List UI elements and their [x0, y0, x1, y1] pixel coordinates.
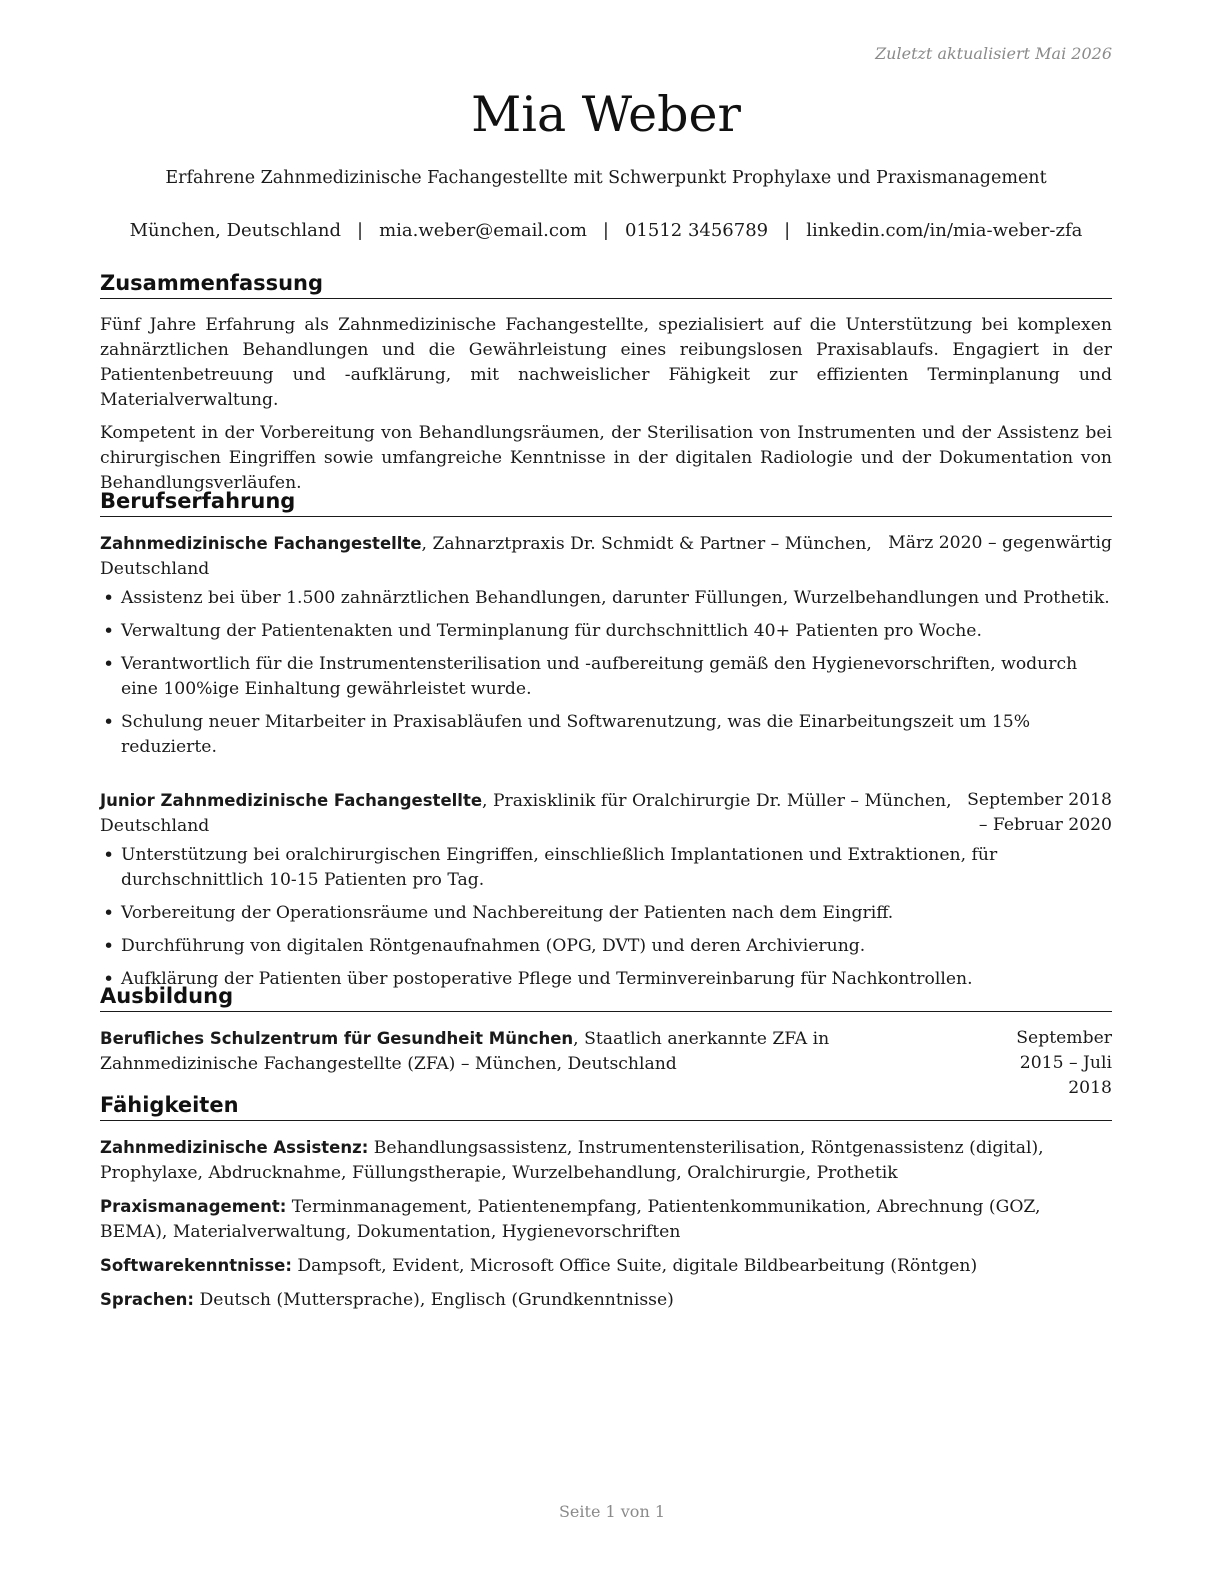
skill-text: Terminmanagement, Patientenempfang, Patientenkommunikation, Abrechnung (GOZ, BEMA), Materialverwaltung, Dokumentation, Hygienevorschriften	[100, 1197, 1041, 1242]
skill-text: Behandlungsassistenz, Instrumentensterilisation, Röntgenassistenz (digital), Prophylaxe, Abdrucknahme, Füllungstherapie, Wurzelbehandlung, Oralchirurgie, Prothetik	[100, 1138, 1044, 1183]
skill-line	[100, 1287, 1112, 1313]
job-employer: , Zahnarztpraxis Dr. Schmidt & Partner – München, Deutschland	[100, 534, 872, 579]
skill-label: Zahnmedizinische Assistenz:	[100, 1138, 369, 1157]
job-entry	[100, 531, 1112, 760]
skill-line	[100, 1135, 1112, 1186]
section-title-skills: Fähigkeiten	[100, 1092, 1112, 1121]
skill-label: Sprachen:	[100, 1290, 195, 1309]
summary-section	[100, 270, 1112, 496]
person-name: Mia Weber	[471, 86, 741, 143]
list-item: • Schulung neuer Mitarbeiter in Praxisabläufen und Softwarenutzung, was die Einarbeitungszeit um 15% reduzierte.	[100, 710, 1112, 760]
education-section	[100, 983, 1112, 1101]
skill-label: Softwarekenntnisse:	[100, 1256, 292, 1275]
education-dates: September 2015 – Juli 2018	[1016, 1028, 1112, 1098]
contact-separator: |	[784, 220, 791, 241]
education-entry	[100, 1026, 1112, 1101]
education-detail: , Staatlich anerkannte ZFA in Zahnmedizinische Fachangestellte (ZFA) – München, Deutschland	[100, 1029, 830, 1074]
contact-separator: |	[357, 220, 364, 241]
job-dates: September 2018 – Februar 2020	[967, 790, 1112, 835]
skill-label: Praxismanagement:	[100, 1197, 287, 1216]
job-header	[100, 531, 1112, 582]
job-title-line	[100, 531, 882, 582]
job-title-line	[100, 788, 967, 839]
experience-section	[100, 488, 1112, 992]
job-role: Zahnmedizinische Fachangestellte	[100, 534, 422, 553]
summary-paragraph-1: Fünf Jahre Erfahrung als Zahnmedizinische Fachangestellte, spezialisiert auf die Unterstützung bei komplexen zahnärztlichen Behandlungen und die Gewährleistung eines reibungslosen Praxisablaufs. Engagiert in der Patientenbetreuung und -aufklärung, mit nachweislicher Fähigkeit zur effizienten Terminplanung und Materialverwaltung.	[100, 315, 1112, 410]
job-role: Junior Zahnmedizinische Fachangestellte	[100, 791, 483, 810]
contact-phone[interactable]: 01512 3456789	[624, 220, 769, 241]
contact-separator: |	[602, 220, 609, 241]
list-item: • Unterstützung bei oralchirurgischen Eingriffen, einschließlich Implantationen und Extraktionen, für durchschnittlich 10-15 Patienten pro Tag.	[100, 843, 1112, 893]
last-updated: Zuletzt aktualisiert Mai 2026	[875, 44, 1112, 63]
summary-paragraph-2: Kompetent in der Vorbereitung von Behandlungsräumen, der Sterilisation von Instrumenten und der Assistenz bei chirurgischen Eingriffen sowie umfangreiche Kenntnisse in der digitalen Radiologie und der Dokumentation von Behandlungsverläufen.	[100, 423, 1112, 493]
contact-line	[100, 220, 1112, 241]
skill-line	[100, 1194, 1112, 1245]
tagline: Erfahrene Zahnmedizinische Fachangestellte mit Schwerpunkt Prophylaxe und Praxismanagement	[165, 168, 1047, 188]
list-item: • Aufklärung der Patienten über postoperative Pflege und Terminvereinbarung für Nachkontrollen.	[100, 967, 1112, 992]
job-employer: , Praxisklinik für Oralchirurgie Dr. Müller – München, Deutschland	[100, 791, 952, 836]
skill-text: Deutsch (Muttersprache), Englisch (Grundkenntnisse)	[194, 1290, 674, 1310]
skills-section	[100, 1092, 1112, 1313]
skill-line	[100, 1253, 1112, 1279]
section-title-summary: Zusammenfassung	[100, 270, 1112, 299]
list-item: • Vorbereitung der Operationsräume und Nachbereitung der Patienten nach dem Eingriff.	[100, 901, 1112, 926]
education-school: Berufliches Schulzentrum für Gesundheit München	[100, 1029, 574, 1048]
list-item: • Verwaltung der Patientenakten und Terminplanung für durchschnittlich 40+ Patienten pro Woche.	[100, 619, 1112, 644]
section-title-experience: Berufserfahrung	[100, 488, 1112, 517]
education-title-line	[100, 1026, 972, 1101]
contact-linkedin[interactable]: linkedin.com/in/mia-weber-zfa	[806, 220, 1083, 241]
list-item: • Durchführung von digitalen Röntgenaufnahmen (OPG, DVT) und deren Archivierung.	[100, 934, 1112, 959]
page-footer: Seite 1 von 1	[558, 1502, 666, 1521]
job-bullets	[100, 586, 1112, 760]
job-bullets	[100, 843, 1112, 992]
list-item: • Verantwortlich für die Instrumentensterilisation und -aufbereitung gemäß den Hygienevorschriften, wodurch eine 100%ige Einhaltung gewährleistet wurde.	[100, 652, 1112, 702]
list-item: • Assistenz bei über 1.500 zahnärztlichen Behandlungen, darunter Füllungen, Wurzelbehandlungen und Prothetik.	[100, 586, 1112, 611]
job-dates: März 2020 – gegenwärtig	[888, 533, 1112, 553]
job-header	[100, 788, 1112, 839]
section-title-education: Ausbildung	[100, 983, 1112, 1012]
contact-location: München, Deutschland	[129, 220, 342, 241]
job-entry	[100, 788, 1112, 992]
skill-text: Dampsoft, Evident, Microsoft Office Suite, digitale Bildbearbeitung (Röntgen)	[291, 1256, 978, 1276]
contact-email[interactable]: mia.weber@email.com	[379, 220, 587, 241]
